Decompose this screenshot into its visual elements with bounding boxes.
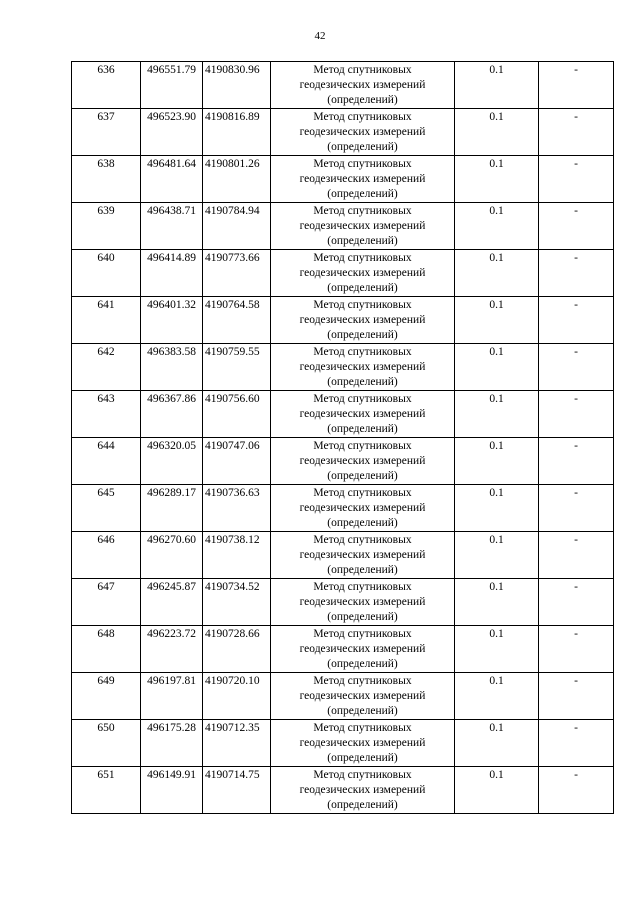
method-cell [271, 203, 455, 250]
extra-cell: - [539, 626, 614, 673]
extra-cell: - [539, 297, 614, 344]
method-line: Метод спутниковых [313, 158, 412, 170]
method-cell [271, 297, 455, 344]
method-line: Метод спутниковых [313, 346, 412, 358]
method-line: (определений) [327, 705, 398, 717]
accuracy-cell: 0.1 [455, 203, 539, 250]
table-row [72, 203, 614, 250]
x-coordinate-cell: 496401.32 [141, 297, 203, 344]
x-coordinate-cell: 496197.81 [141, 673, 203, 720]
method-line: (определений) [327, 235, 398, 247]
point-number-cell: 645 [72, 485, 141, 532]
page-number: 42 [314, 30, 326, 42]
method-cell [271, 767, 455, 814]
method-line: геодезических измерений [299, 690, 426, 702]
y-coordinate-cell: 4190747.06 [203, 438, 271, 485]
accuracy-cell: 0.1 [455, 438, 539, 485]
method-line: Метод спутниковых [313, 722, 412, 734]
method-line: геодезических измерений [299, 549, 426, 561]
method-cell [271, 156, 455, 203]
extra-cell: - [539, 250, 614, 297]
accuracy-cell: 0.1 [455, 626, 539, 673]
extra-cell: - [539, 203, 614, 250]
method-line: Метод спутниковых [313, 393, 412, 405]
table-row [72, 297, 614, 344]
table-row [72, 485, 614, 532]
x-coordinate-cell: 496320.05 [141, 438, 203, 485]
extra-cell: - [539, 485, 614, 532]
y-coordinate-cell: 4190714.75 [203, 767, 271, 814]
x-coordinate-cell: 496414.89 [141, 250, 203, 297]
method-line: (определений) [327, 423, 398, 435]
y-coordinate-cell: 4190734.52 [203, 579, 271, 626]
table-row [72, 673, 614, 720]
x-coordinate-cell: 496270.60 [141, 532, 203, 579]
table-row [72, 626, 614, 673]
point-number-cell: 639 [72, 203, 141, 250]
table-row [72, 344, 614, 391]
extra-cell: - [539, 62, 614, 109]
method-cell [271, 62, 455, 109]
method-line: (определений) [327, 658, 398, 670]
method-line: (определений) [327, 799, 398, 811]
method-line: Метод спутниковых [313, 252, 412, 264]
x-coordinate-cell: 496245.87 [141, 579, 203, 626]
method-cell [271, 438, 455, 485]
method-line: Метод спутниковых [313, 64, 412, 76]
y-coordinate-cell: 4190728.66 [203, 626, 271, 673]
extra-cell: - [539, 532, 614, 579]
x-coordinate-cell: 496551.79 [141, 62, 203, 109]
y-coordinate-cell: 4190712.35 [203, 720, 271, 767]
method-line: геодезических измерений [299, 596, 426, 608]
method-line: (определений) [327, 376, 398, 388]
x-coordinate-cell: 496175.28 [141, 720, 203, 767]
method-cell [271, 109, 455, 156]
y-coordinate-cell: 4190756.60 [203, 391, 271, 438]
method-line: (определений) [327, 94, 398, 106]
extra-cell: - [539, 109, 614, 156]
point-number-cell: 644 [72, 438, 141, 485]
method-line: геодезических измерений [299, 455, 426, 467]
method-line: (определений) [327, 329, 398, 341]
method-line: Метод спутниковых [313, 675, 412, 687]
method-cell [271, 673, 455, 720]
x-coordinate-cell: 496367.86 [141, 391, 203, 438]
extra-cell: - [539, 767, 614, 814]
accuracy-cell: 0.1 [455, 485, 539, 532]
method-line: (определений) [327, 470, 398, 482]
method-line: геодезических измерений [299, 643, 426, 655]
method-line: (определений) [327, 752, 398, 764]
method-cell [271, 391, 455, 438]
coordinates-table-body [72, 62, 614, 814]
extra-cell: - [539, 579, 614, 626]
extra-cell: - [539, 391, 614, 438]
table-row [72, 62, 614, 109]
method-line: (определений) [327, 611, 398, 623]
table-row [72, 532, 614, 579]
method-cell [271, 532, 455, 579]
accuracy-cell: 0.1 [455, 532, 539, 579]
method-line: (определений) [327, 141, 398, 153]
y-coordinate-cell: 4190764.58 [203, 297, 271, 344]
point-number-cell: 637 [72, 109, 141, 156]
method-cell [271, 485, 455, 532]
y-coordinate-cell: 4190720.10 [203, 673, 271, 720]
method-cell [271, 720, 455, 767]
method-line: геодезических измерений [299, 126, 426, 138]
extra-cell: - [539, 344, 614, 391]
x-coordinate-cell: 496149.91 [141, 767, 203, 814]
method-cell [271, 579, 455, 626]
table-row [72, 438, 614, 485]
point-number-cell: 641 [72, 297, 141, 344]
point-number-cell: 647 [72, 579, 141, 626]
y-coordinate-cell: 4190801.26 [203, 156, 271, 203]
x-coordinate-cell: 496223.72 [141, 626, 203, 673]
method-line: Метод спутниковых [313, 769, 412, 781]
accuracy-cell: 0.1 [455, 62, 539, 109]
point-number-cell: 651 [72, 767, 141, 814]
accuracy-cell: 0.1 [455, 767, 539, 814]
accuracy-cell: 0.1 [455, 156, 539, 203]
point-number-cell: 638 [72, 156, 141, 203]
point-number-cell: 648 [72, 626, 141, 673]
method-line: геодезических измерений [299, 173, 426, 185]
method-cell [271, 344, 455, 391]
accuracy-cell: 0.1 [455, 579, 539, 626]
y-coordinate-cell: 4190759.55 [203, 344, 271, 391]
method-line: Метод спутниковых [313, 111, 412, 123]
y-coordinate-cell: 4190736.63 [203, 485, 271, 532]
x-coordinate-cell: 496481.64 [141, 156, 203, 203]
table-row [72, 156, 614, 203]
method-cell [271, 626, 455, 673]
method-line: геодезических измерений [299, 361, 426, 373]
accuracy-cell: 0.1 [455, 673, 539, 720]
method-line: (определений) [327, 282, 398, 294]
method-line: Метод спутниковых [313, 487, 412, 499]
method-line: геодезических измерений [299, 737, 426, 749]
y-coordinate-cell: 4190738.12 [203, 532, 271, 579]
method-line: геодезических измерений [299, 502, 426, 514]
method-line: геодезических измерений [299, 79, 426, 91]
y-coordinate-cell: 4190830.96 [203, 62, 271, 109]
table-row [72, 109, 614, 156]
method-line: (определений) [327, 517, 398, 529]
x-coordinate-cell: 496383.58 [141, 344, 203, 391]
coordinates-table [71, 61, 614, 814]
y-coordinate-cell: 4190816.89 [203, 109, 271, 156]
point-number-cell: 640 [72, 250, 141, 297]
accuracy-cell: 0.1 [455, 109, 539, 156]
extra-cell: - [539, 156, 614, 203]
point-number-cell: 642 [72, 344, 141, 391]
extra-cell: - [539, 673, 614, 720]
method-line: геодезических измерений [299, 784, 426, 796]
method-line: геодезических измерений [299, 314, 426, 326]
accuracy-cell: 0.1 [455, 391, 539, 438]
point-number-cell: 649 [72, 673, 141, 720]
method-line: (определений) [327, 564, 398, 576]
x-coordinate-cell: 496438.71 [141, 203, 203, 250]
method-line: Метод спутниковых [313, 534, 412, 546]
x-coordinate-cell: 496523.90 [141, 109, 203, 156]
method-line: Метод спутниковых [313, 628, 412, 640]
accuracy-cell: 0.1 [455, 297, 539, 344]
method-line: Метод спутниковых [313, 299, 412, 311]
method-cell [271, 250, 455, 297]
table-row [72, 720, 614, 767]
method-line: (определений) [327, 188, 398, 200]
method-line: Метод спутниковых [313, 205, 412, 217]
x-coordinate-cell: 496289.17 [141, 485, 203, 532]
point-number-cell: 646 [72, 532, 141, 579]
y-coordinate-cell: 4190773.66 [203, 250, 271, 297]
table-row [72, 579, 614, 626]
point-number-cell: 636 [72, 62, 141, 109]
point-number-cell: 650 [72, 720, 141, 767]
table-row [72, 391, 614, 438]
method-line: геодезических измерений [299, 408, 426, 420]
method-line: Метод спутниковых [313, 440, 412, 452]
point-number-cell: 643 [72, 391, 141, 438]
method-line: геодезических измерений [299, 267, 426, 279]
method-line: геодезических измерений [299, 220, 426, 232]
table-row [72, 250, 614, 297]
accuracy-cell: 0.1 [455, 250, 539, 297]
extra-cell: - [539, 720, 614, 767]
method-line: Метод спутниковых [313, 581, 412, 593]
extra-cell: - [539, 438, 614, 485]
y-coordinate-cell: 4190784.94 [203, 203, 271, 250]
accuracy-cell: 0.1 [455, 720, 539, 767]
accuracy-cell: 0.1 [455, 344, 539, 391]
table-row [72, 767, 614, 814]
